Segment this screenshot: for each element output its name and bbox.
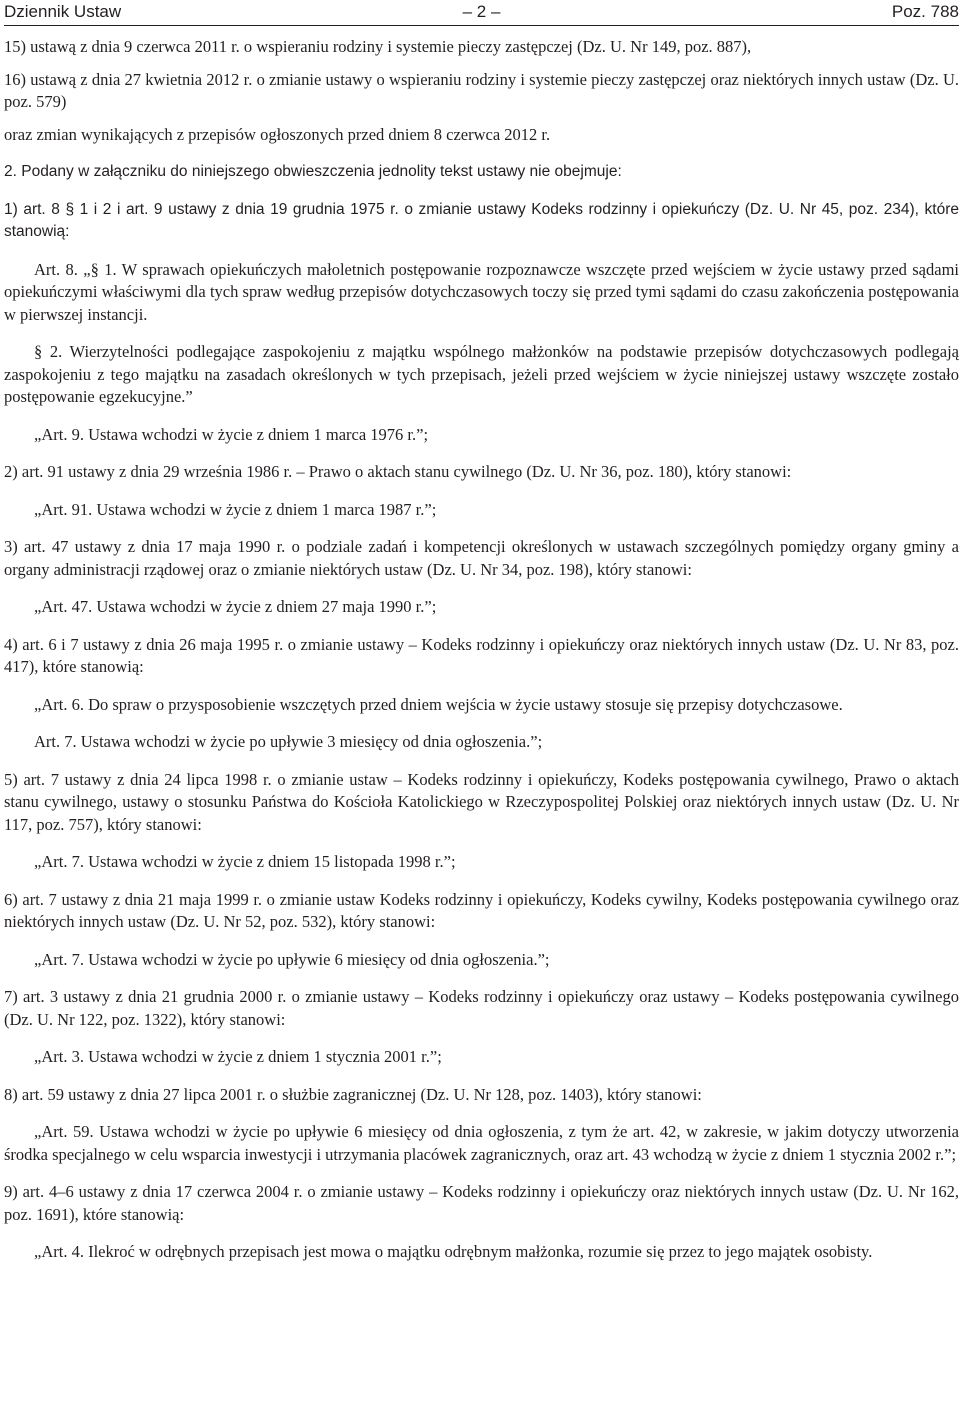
exclusion-item-3: 3) art. 47 ustawy z dnia 17 maja 1990 r. o podziale zadań i kompetencji określonych w ustawach szczególnych pomiędzy organy gminy a organy administracji rządowej oraz o zmianie niektórych ustaw (Dz. U. Nr 34, poz. 198), który stanowi: xyxy=(4,537,959,579)
list-item-16: 16) ustawą z dnia 27 kwietnia 2012 r. o zmianie ustawy o wspieraniu rodziny i systemie pieczy zastępczej oraz niektórych innych ustaw (Dz. U. poz. 579) xyxy=(4,69,959,111)
quote-art-7-c: „Art. 7. Ustawa wchodzi w życie po upływie 6 miesięcy od dnia ogłoszenia.”; xyxy=(34,949,550,969)
quote-art-3: „Art. 3. Ustawa wchodzi w życie z dniem 1 stycznia 2001 r.”; xyxy=(34,1047,442,1066)
list-item-15: 15) ustawą z dnia 9 czerwca 2011 r. o wspieraniu rodziny i systemie pieczy zastępczej (Dz. U. Nr 149, poz. 887), xyxy=(4,37,752,56)
page-number: – 2 – xyxy=(462,2,501,21)
quote-art-8-par-1: Art. 8. „§ 1. W sprawach opiekuńczych małoletnich postępowanie rozpoznawcze wszczęte przed wejściem w życie ustawy przed sądami opiekuńczymi właściwymi dla tych spraw według przepisów dotychczasowych toczy się przed tymi sądami do czasu zakończenia postępowania w pierwszej instancji. xyxy=(4,259,959,324)
quote-art-59: „Art. 59. Ustawa wchodzi w życie po upływie 6 miesięcy od dnia ogłoszenia, z tym że art. 42, w zakresie, w jakim dotyczy utworzenia środka specjalnego w celu wsparcia inwestycji i utrzymania placówek zagranicznych, oraz art. 43 wchodzą w życie z dniem 1 stycznia 2002 r.”; xyxy=(4,1122,959,1164)
quote-art-7-b: „Art. 7. Ustawa wchodzi w życie z dniem 15 listopada 1998 r.”; xyxy=(34,852,456,871)
exclusion-item-5: 5) art. 7 ustawy z dnia 24 lipca 1998 r. o zmianie ustaw – Kodeks rodzinny i opiekuńczy, Kodeks postępowania cywilnego, Prawo o aktach stanu cywilnego, ustawy o stosunku Państwa do Kościoła Katolickiego w Rzeczypospolitej Polskiej oraz niektórych innych ustaw (Dz. U. Nr 117, poz. 757), który stanowi: xyxy=(4,769,959,834)
journal-title: Dziennik Ustaw xyxy=(4,2,122,21)
closing-paragraph: oraz zmian wynikających z przepisów ogłoszonych przed dniem 8 czerwca 2012 r. xyxy=(4,124,551,144)
quote-art-8-par-2: § 2. Wierzytelności podlegające zaspokojeniu z majątku wspólnego małżonków na podstawie przepisów dotychczasowych podlegają zaspokojeniu z tego majątku na zasadach określonych w tych przepisach, jeżeli przed wejściem w życie niniejszej ustawy wszczęte zostało postępowanie egzekucyjne.” xyxy=(4,342,959,406)
quote-art-47: „Art. 47. Ustawa wchodzi w życie z dniem 27 maja 1990 r.”; xyxy=(34,597,437,616)
quote-art-6: „Art. 6. Do spraw o przysposobienie wszczętych przed dniem wejścia w życie ustawy stosuje się przepisy dotychczasowe. xyxy=(34,694,843,714)
exclusion-item-6: 6) art. 7 ustawy z dnia 21 maja 1999 r. o zmianie ustaw Kodeks rodzinny i opiekuńczy, Kodeks cywilny, Kodeks postępowania cywilnego oraz niektórych innych ustaw (Dz. U. Nr 52, poz. 532), który stanowi: xyxy=(4,889,959,931)
quote-art-9: „Art. 9. Ustawa wchodzi w życie z dniem 1 marca 1976 r.”; xyxy=(34,424,429,444)
exclusion-item-9: 9) art. 4–6 ustawy z dnia 17 czerwca 2004 r. o zmianie ustawy – Kodeks rodzinny i opiekuńczy oraz niektórych innych ustaw (Dz. U. Nr 162, poz. 1691), które stanowią: xyxy=(4,1182,959,1224)
quote-art-91: „Art. 91. Ustawa wchodzi w życie z dniem 1 marca 1987 r.”; xyxy=(34,499,437,519)
quote-art-4: „Art. 4. Ilekroć w odrębnych przepisach jest mowa o majątku odrębnym małżonka, rozumie się przez to jego majątek osobisty. xyxy=(34,1242,873,1261)
document-body xyxy=(4,36,959,1264)
quote-art-7-a: Art. 7. Ustawa wchodzi w życie po upływie 3 miesięcy od dnia ogłoszenia.”; xyxy=(34,732,543,751)
exclusion-item-7: 7) art. 3 ustawy z dnia 21 grudnia 2000 r. o zmianie ustawy – Kodeks rodzinny i opiekuńczy oraz ustawy – Kodeks postępowania cywilnego (Dz. U. Nr 122, poz. 1322), który stanowi: xyxy=(4,987,959,1029)
header-rule xyxy=(4,25,959,26)
exclusion-item-1: 1) art. 8 § 1 i 2 i art. 9 ustawy z dnia 19 grudnia 1975 r. o zmianie ustawy Kodeks rodzinny i opiekuńczy (Dz. U. Nr 45, poz. 234), które stanowią: xyxy=(4,200,959,240)
position-number: Poz. 788 xyxy=(891,2,959,21)
page-header xyxy=(4,0,959,28)
exclusion-item-2: 2) art. 91 ustawy z dnia 29 września 1986 r. – Prawo o aktach stanu cywilnego (Dz. U. Nr 36, poz. 180), który stanowi: xyxy=(4,462,792,481)
section-2-paragraph: 2. Podany w załączniku do niniejszego obwieszczenia jednolity tekst ustawy nie obejmuje: xyxy=(4,163,622,180)
exclusion-item-4: 4) art. 6 i 7 ustawy z dnia 26 maja 1995 r. o zmianie ustawy – Kodeks rodzinny i opiekuńczy oraz niektórych innych ustaw (Dz. U. Nr 83, poz. 417), które stanowią: xyxy=(4,634,959,676)
exclusion-item-8: 8) art. 59 ustawy z dnia 27 lipca 2001 r. o służbie zagranicznej (Dz. U. Nr 128, poz. 1403), który stanowi: xyxy=(4,1084,702,1104)
